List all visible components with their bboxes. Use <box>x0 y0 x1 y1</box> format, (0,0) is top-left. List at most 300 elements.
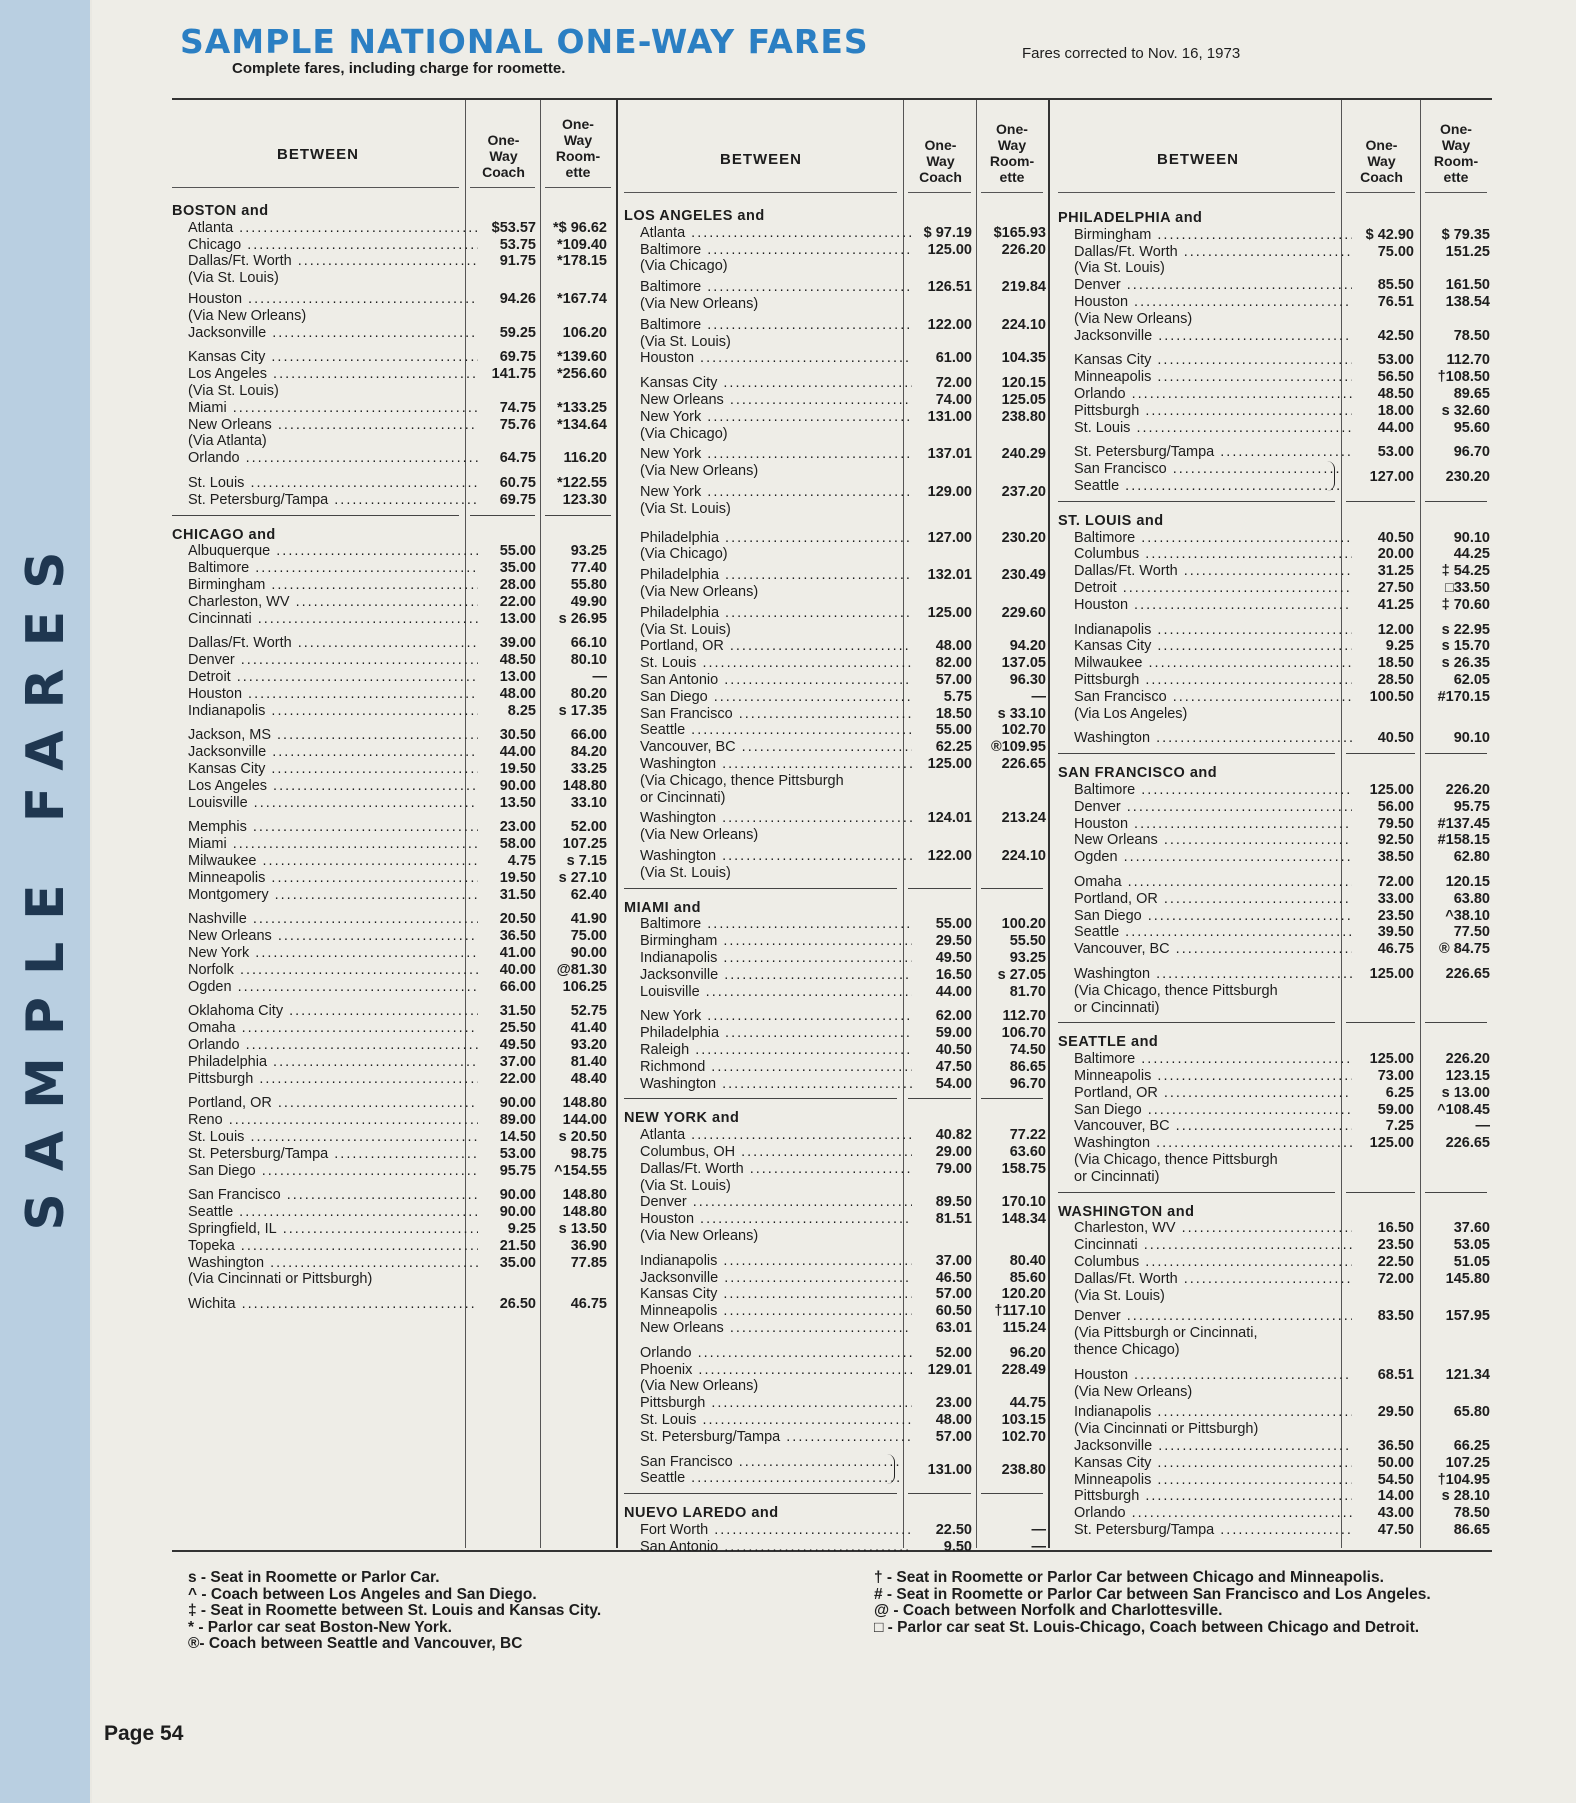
fare-row <box>624 739 1046 756</box>
destination-city: St. Louis ..... <box>624 1412 912 1429</box>
destination-city: St. Louis ..... <box>172 1129 478 1146</box>
via-route: (Via New Orleans) <box>640 584 759 600</box>
destination-city: Houston ..... <box>1058 294 1352 311</box>
destination-city: Kansas City ..... <box>1058 352 1352 369</box>
coach-fare: 31.50 <box>499 886 536 903</box>
roomette-fare: 84.20 <box>570 744 607 761</box>
fare-row <box>624 1453 1046 1478</box>
destination-city: Nashville ..... <box>172 911 478 928</box>
fare-row <box>172 962 607 979</box>
destination-city: Orlando ..... <box>172 1037 478 1054</box>
coach-fare: 27.50 <box>1377 580 1414 596</box>
destination-city: Denver ..... <box>1058 1308 1352 1325</box>
coach-fare: 55.00 <box>499 543 536 560</box>
col3-header-between: BETWEEN <box>1157 151 1239 168</box>
roomette-fare: *178.15 <box>557 253 607 270</box>
destination-city: Los Angeles ..... <box>172 778 478 795</box>
fare-row <box>172 594 607 611</box>
via-note <box>1058 1288 1490 1305</box>
destination-city: Washington ..... <box>1058 1135 1352 1152</box>
destination-city: Philadelphia ..... <box>624 1025 912 1042</box>
section-label: SAN FRANCISCO and <box>1058 765 1218 782</box>
roomette-fare: 77.22 <box>1009 1127 1046 1144</box>
roomette-fare: 107.25 <box>1445 1454 1490 1471</box>
coach-fare: 41.25 <box>1377 596 1414 613</box>
via-route: (Via Cincinnati or Pittsburgh) <box>1074 1421 1259 1438</box>
destination-city: Pittsburgh ..... <box>1058 672 1352 689</box>
col2-column-divider <box>1048 100 1050 1548</box>
coach-fare: 53.00 <box>499 1145 536 1162</box>
fare-row <box>624 1076 1046 1093</box>
via-route: (Via Chicago, thence Pittsburgh <box>1074 982 1278 999</box>
roomette-fare: 151.25 <box>1445 243 1490 260</box>
roomette-fare: 63.80 <box>1453 890 1490 907</box>
fare-row <box>172 1221 607 1238</box>
roomette-fare: 148.34 <box>1001 1211 1046 1228</box>
destination-city: Baltimore ..... <box>1058 1051 1352 1068</box>
fare-row <box>1058 580 1490 597</box>
destination-city: Jacksonville ..... <box>624 1270 912 1287</box>
via-note <box>1058 260 1490 277</box>
coach-fare: 39.00 <box>499 635 536 652</box>
roomette-fare: s 27.05 <box>997 966 1046 983</box>
coach-fare: 49.50 <box>499 1037 536 1053</box>
coach-fare: 48.00 <box>935 1412 972 1428</box>
coach-fare: 28.00 <box>499 577 536 593</box>
coach-fare: 55.00 <box>935 722 972 739</box>
fare-row <box>1058 924 1490 941</box>
roomette-fare: 240.29 <box>1001 446 1046 463</box>
destination-city: Omaha ..... <box>172 1020 478 1037</box>
fare-row <box>172 492 607 509</box>
fare-row <box>624 1059 1046 1076</box>
destination-city: Atlanta ..... <box>172 220 478 237</box>
via-route: (Via Chicago) <box>640 258 728 275</box>
section-heading <box>624 208 1046 225</box>
destination-city: Washington ..... <box>624 1076 912 1093</box>
fare-row <box>172 795 607 812</box>
coach-fare: 40.50 <box>935 1042 972 1058</box>
via-route: (Via New Orleans) <box>1074 1383 1193 1400</box>
roomette-fare: 65.80 <box>1453 1404 1490 1421</box>
fare-row <box>624 1211 1046 1228</box>
col3-section-rule <box>1058 1022 1335 1023</box>
coach-fare: 60.50 <box>935 1303 972 1320</box>
section-heading <box>1058 1204 1490 1221</box>
fare-row <box>624 375 1046 392</box>
coach-fare: 56.00 <box>1377 798 1414 815</box>
roomette-fare: 95.75 <box>1453 798 1490 815</box>
coach-fare: 83.50 <box>1377 1308 1414 1325</box>
destination-city: Kansas City ..... <box>624 375 912 392</box>
fare-row <box>172 1255 607 1272</box>
coach-fare: 42.50 <box>1377 327 1414 344</box>
destination-city: Phoenix ..... <box>624 1362 912 1379</box>
roomette-fare: 77.85 <box>570 1254 607 1271</box>
coach-fare: 23.50 <box>1377 907 1414 924</box>
fare-row <box>1058 1118 1490 1135</box>
coach-fare: 31.50 <box>499 1003 536 1020</box>
roomette-fare: s 28.10 <box>1441 1488 1490 1505</box>
destination-city: Charleston, WV ..... <box>1058 1220 1352 1237</box>
coach-fare: 29.00 <box>935 1144 972 1160</box>
via-note <box>172 383 607 400</box>
coach-fare: 44.00 <box>1377 419 1414 436</box>
roomette-fare: 62.05 <box>1453 672 1490 688</box>
via-route: or Cincinnati) <box>1074 1168 1160 1185</box>
destination-city: San Francisco ..... <box>624 706 912 723</box>
destination-city: Portland, OR ..... <box>624 638 912 655</box>
roomette-fare: 112.70 <box>1002 1008 1046 1025</box>
fare-row <box>172 325 607 342</box>
fare-row <box>172 1037 607 1054</box>
fare-row <box>624 1303 1046 1320</box>
section-heading <box>624 900 1046 917</box>
roomette-fare: 230.20 <box>1445 469 1490 486</box>
coach-fare: 95.75 <box>499 1162 536 1179</box>
fare-row <box>1058 730 1490 747</box>
destination-city: Minneapolis ..... <box>1058 1068 1352 1085</box>
coach-fare: 19.50 <box>499 761 536 777</box>
destination-city: Washington ..... <box>624 756 912 773</box>
destination-city: Cincinnati ..... <box>1058 1237 1352 1254</box>
roomette-fare: 226.65 <box>1445 966 1490 982</box>
roomette-fare: 55.80 <box>570 577 607 593</box>
coach-fare: $ 97.19 <box>923 224 972 241</box>
coach-fare: 122.00 <box>927 316 972 333</box>
col3-section-rule <box>1425 753 1487 754</box>
destination-city: Kansas City ..... <box>1058 1455 1352 1472</box>
coach-fare: 22.50 <box>935 1522 972 1538</box>
fare-row <box>172 911 607 928</box>
roomette-fare: 103.15 <box>1001 1412 1046 1428</box>
roomette-fare: 44.25 <box>1453 546 1490 563</box>
via-route: (Via New Orleans) <box>640 296 759 312</box>
fare-row <box>1058 444 1490 461</box>
destination-city: San Diego ..... <box>1058 908 1352 925</box>
destination-city: Indianapolis ..... <box>172 703 478 720</box>
coach-fare: 137.01 <box>927 446 972 463</box>
roomette-fare: ‡ 54.25 <box>1441 563 1490 580</box>
roomette-fare: — <box>1031 1522 1046 1538</box>
roomette-fare: #158.15 <box>1437 832 1490 849</box>
coach-fare: 22.00 <box>499 1070 536 1087</box>
destination-city: Columbus, OH ..... <box>624 1144 912 1161</box>
fare-row <box>624 317 1046 334</box>
fare-row <box>172 887 607 904</box>
fare-row <box>624 722 1046 739</box>
roomette-fare: s 33.10 <box>997 705 1046 722</box>
col3-section-rule <box>1346 753 1415 754</box>
destination-city: Columbus ..... <box>1058 546 1352 563</box>
coach-fare: 79.00 <box>935 1160 972 1177</box>
coach-fare: 89.00 <box>499 1112 536 1129</box>
destination-city: Raleigh ..... <box>624 1042 912 1059</box>
roomette-fare: — <box>1031 688 1046 705</box>
fare-row <box>1058 816 1490 833</box>
destination-city: Albuquerque ..... <box>172 543 478 560</box>
roomette-fare: s 26.95 <box>558 610 607 627</box>
destination-city: Detroit ..... <box>172 669 478 686</box>
roomette-fare: 123.30 <box>562 491 607 508</box>
via-note <box>624 296 1046 313</box>
coach-fare: 125.00 <box>1369 1051 1414 1068</box>
roomette-fare: 116.20 <box>563 450 607 467</box>
roomette-fare: 93.25 <box>1009 950 1046 966</box>
coach-fare: 62.00 <box>935 1008 972 1025</box>
roomette-fare: 158.75 <box>1001 1160 1046 1177</box>
destination-city: New York ..... <box>624 1008 912 1025</box>
coach-fare: 66.00 <box>499 978 536 995</box>
fare-row <box>1058 1505 1490 1522</box>
coach-fare: 13.50 <box>499 794 536 811</box>
roomette-fare: †117.10 <box>994 1303 1046 1320</box>
coach-fare: 29.50 <box>1377 1404 1414 1421</box>
col2-section-rule <box>981 1098 1043 1099</box>
coach-fare: 22.50 <box>1377 1254 1414 1270</box>
roomette-fare: 96.20 <box>1009 1344 1046 1361</box>
destination-city: Chicago ..... <box>172 237 478 254</box>
coach-fare: 9.50 <box>943 1538 972 1555</box>
col2-section-rule <box>624 888 897 889</box>
coach-fare: 22.00 <box>499 593 536 610</box>
via-note <box>1058 311 1490 328</box>
roomette-fare: 170.10 <box>1001 1194 1046 1211</box>
roomette-fare: 148.80 <box>562 1204 607 1221</box>
destination-city: Dallas/Ft. Worth ..... <box>1058 563 1352 580</box>
destination-city: Montgomery ..... <box>172 887 478 904</box>
footnote-left: * - Parlor car seat Boston-New York. <box>188 1618 452 1636</box>
destination-city: Louisville ..... <box>624 984 912 1001</box>
section-label: BOSTON and <box>172 203 269 219</box>
col1-header-coach: One- Way Coach <box>482 132 525 180</box>
roomette-fare: 161.50 <box>1445 277 1490 294</box>
roomette-fare: 238.80 <box>1001 408 1046 425</box>
coach-fare: 69.75 <box>499 349 536 366</box>
fare-row <box>172 853 607 870</box>
sidebar-title: SAMPLE FARES <box>16 529 76 1231</box>
destination-city: Springfield, IL ..... <box>172 1221 478 1238</box>
roomette-fare: 75.00 <box>570 928 607 945</box>
footnote-left: ®- Coach between Seattle and Vancouver, BC <box>188 1635 523 1652</box>
fare-row <box>1058 874 1490 891</box>
roomette-fare: 96.70 <box>1009 1075 1046 1092</box>
via-route: or Cincinnati) <box>640 789 726 806</box>
fare-row <box>624 225 1046 242</box>
destination-city: Kansas City ..... <box>1058 638 1352 655</box>
roomette-fare: ® 84.75 <box>1439 941 1490 958</box>
fare-row <box>1058 1085 1490 1102</box>
via-route: (Via Pittsburgh or Cincinnati, <box>1074 1325 1258 1342</box>
destination-city: Denver ..... <box>1058 277 1352 294</box>
via-route: (Via Cincinnati or Pittsburgh) <box>188 1271 373 1288</box>
destination-city: New Orleans ..... <box>172 928 478 945</box>
coach-fare: 6.25 <box>1385 1084 1414 1101</box>
destination-city: Minneapolis ..... <box>172 870 478 887</box>
roomette-fare: *133.25 <box>557 399 607 416</box>
coach-fare: 129.01 <box>927 1361 972 1378</box>
via-route: (Via Chicago) <box>640 425 728 442</box>
via-note <box>1058 1421 1490 1438</box>
roomette-fare: 123.15 <box>1445 1068 1490 1084</box>
fare-row <box>172 1071 607 1088</box>
col3-header-underline-roomette <box>1425 192 1487 193</box>
fare-row <box>172 220 607 237</box>
coach-fare: 18.50 <box>935 705 972 722</box>
fare-row <box>172 1112 607 1129</box>
fare-row <box>624 967 1046 984</box>
roomette-fare: 148.80 <box>562 1187 607 1204</box>
destination-city: Atlanta ..... <box>624 1127 912 1144</box>
destination-city: St. Petersburg/Tampa ..... <box>1058 1522 1352 1539</box>
coach-fare: 69.75 <box>499 491 536 508</box>
via-note <box>624 1228 1046 1245</box>
coach-fare: 50.00 <box>1377 1454 1414 1471</box>
section-heading <box>172 527 607 544</box>
section-label: NUEVO LAREDO and <box>624 1505 779 1522</box>
col1-header-underline-roomette <box>545 187 611 188</box>
destination-city: Seattle ..... <box>624 1470 900 1487</box>
via-note <box>1058 1384 1490 1401</box>
coach-fare: 36.50 <box>1377 1438 1414 1454</box>
fare-row <box>1058 244 1490 261</box>
coach-fare: 4.75 <box>507 853 536 869</box>
fare-row <box>172 635 607 652</box>
roomette-fare: 219.84 <box>1001 279 1046 296</box>
roomette-fare: 80.10 <box>570 652 607 669</box>
col1-section-rule <box>545 515 611 516</box>
page-subtitle: Complete fares, including charge for roomette. <box>232 60 566 77</box>
section-label: WASHINGTON and <box>1058 1203 1195 1220</box>
fare-row <box>1058 1068 1490 1085</box>
col1-section-rule <box>172 515 459 516</box>
fare-row <box>172 543 607 560</box>
coach-fare: 23.00 <box>935 1395 972 1412</box>
roomette-fare: 33.25 <box>570 761 607 777</box>
col2-section-rule <box>624 1098 897 1099</box>
destination-city: Seattle ..... <box>1058 478 1340 495</box>
fare-row <box>624 605 1046 622</box>
coach-fare: 74.00 <box>935 392 972 408</box>
roomette-fare: *109.40 <box>557 236 607 253</box>
roomette-fare: 86.65 <box>1009 1058 1046 1075</box>
fare-row <box>172 400 607 417</box>
via-note <box>1058 1325 1490 1342</box>
roomette-fare: 230.49 <box>1001 567 1046 584</box>
section-heading <box>624 1505 1046 1522</box>
roomette-fare: 63.60 <box>1009 1144 1046 1160</box>
roomette-fare: 48.40 <box>570 1070 607 1087</box>
coach-fare: 38.50 <box>1377 849 1414 866</box>
fare-row <box>624 1470 1046 1487</box>
coach-fare: 59.00 <box>1377 1101 1414 1118</box>
destination-city: San Diego ..... <box>172 1163 478 1180</box>
coach-fare: 37.00 <box>499 1053 536 1070</box>
fare-row <box>172 945 607 962</box>
roomette-fare: 66.25 <box>1453 1438 1490 1454</box>
fare-row <box>172 703 607 720</box>
coach-fare: 125.00 <box>927 604 972 621</box>
fare-row <box>172 761 607 778</box>
fare-row <box>172 1020 607 1037</box>
destination-city: Baltimore ..... <box>624 916 912 933</box>
coach-fare: 19.50 <box>499 869 536 886</box>
destination-city: St. Petersburg/Tampa ..... <box>624 1429 912 1446</box>
coach-fare: 18.00 <box>1377 402 1414 419</box>
destination-city: Omaha ..... <box>1058 874 1352 891</box>
via-route: (Via St. Louis) <box>1074 1287 1165 1304</box>
roomette-fare: 106.70 <box>1001 1025 1046 1042</box>
roomette-fare: 51.05 <box>1453 1254 1490 1270</box>
roomette-fare: 102.70 <box>1001 1428 1046 1445</box>
roomette-fare: 137.05 <box>1001 655 1046 672</box>
coach-fare: 126.51 <box>927 279 972 296</box>
fare-row <box>172 744 607 761</box>
coach-fare: 48.00 <box>935 638 972 655</box>
roomette-fare: 41.90 <box>570 911 607 928</box>
roomette-fare: 106.20 <box>562 324 607 341</box>
destination-city: Houston ..... <box>172 291 478 308</box>
roomette-fare: 78.50 <box>1453 327 1490 344</box>
fare-row <box>1058 1102 1490 1119</box>
destination-city: St. Louis ..... <box>624 655 912 672</box>
coach-fare: 37.00 <box>935 1252 972 1269</box>
fare-row <box>172 237 607 254</box>
fare-row <box>172 1095 607 1112</box>
destination-city: New Orleans ..... <box>172 417 478 434</box>
coach-fare: 68.51 <box>1377 1366 1414 1383</box>
coach-fare: 56.50 <box>1377 369 1414 386</box>
via-note <box>624 334 1046 351</box>
col2-header-underline-between <box>624 192 897 193</box>
destination-city: Houston ..... <box>1058 1367 1352 1384</box>
section-label: MIAMI and <box>624 899 701 916</box>
destination-city: Minneapolis ..... <box>624 1303 912 1320</box>
fare-row <box>624 1144 1046 1161</box>
destination-city: Washington ..... <box>624 848 912 865</box>
fare-row <box>1058 369 1490 386</box>
table-top-rule <box>172 98 1492 100</box>
coach-fare: 18.50 <box>1377 655 1414 672</box>
roomette-fare: 93.20 <box>570 1037 607 1053</box>
col1-header-underline-coach <box>470 187 535 188</box>
col3-section-rule <box>1058 1192 1335 1193</box>
fare-row <box>624 638 1046 655</box>
destination-city: San Diego ..... <box>624 689 912 706</box>
coach-fare: 124.01 <box>927 810 972 827</box>
destination-city: Denver ..... <box>624 1194 912 1211</box>
coach-fare: 33.00 <box>1377 890 1414 907</box>
roomette-fare: 104.35 <box>1001 350 1046 367</box>
via-route: (Via Atlanta) <box>188 433 267 450</box>
destination-city: Columbus ..... <box>1058 1254 1352 1271</box>
fare-row <box>172 560 607 577</box>
destination-city: St. Louis ..... <box>1058 420 1352 437</box>
coach-fare: 53.00 <box>1377 352 1414 369</box>
fare-row <box>1058 294 1490 311</box>
destination-city: New York ..... <box>624 484 912 501</box>
coach-fare: 54.00 <box>935 1075 972 1092</box>
via-route: (Via St. Louis) <box>188 383 279 399</box>
fare-row <box>1058 941 1490 958</box>
coach-fare: 131.00 <box>927 408 972 425</box>
destination-city: Baltimore ..... <box>1058 782 1352 799</box>
destination-city: Philadelphia ..... <box>624 567 912 584</box>
fare-row <box>624 1320 1046 1337</box>
via-note <box>624 1178 1046 1195</box>
roomette-fare: 66.00 <box>570 727 607 744</box>
via-note <box>172 433 607 450</box>
